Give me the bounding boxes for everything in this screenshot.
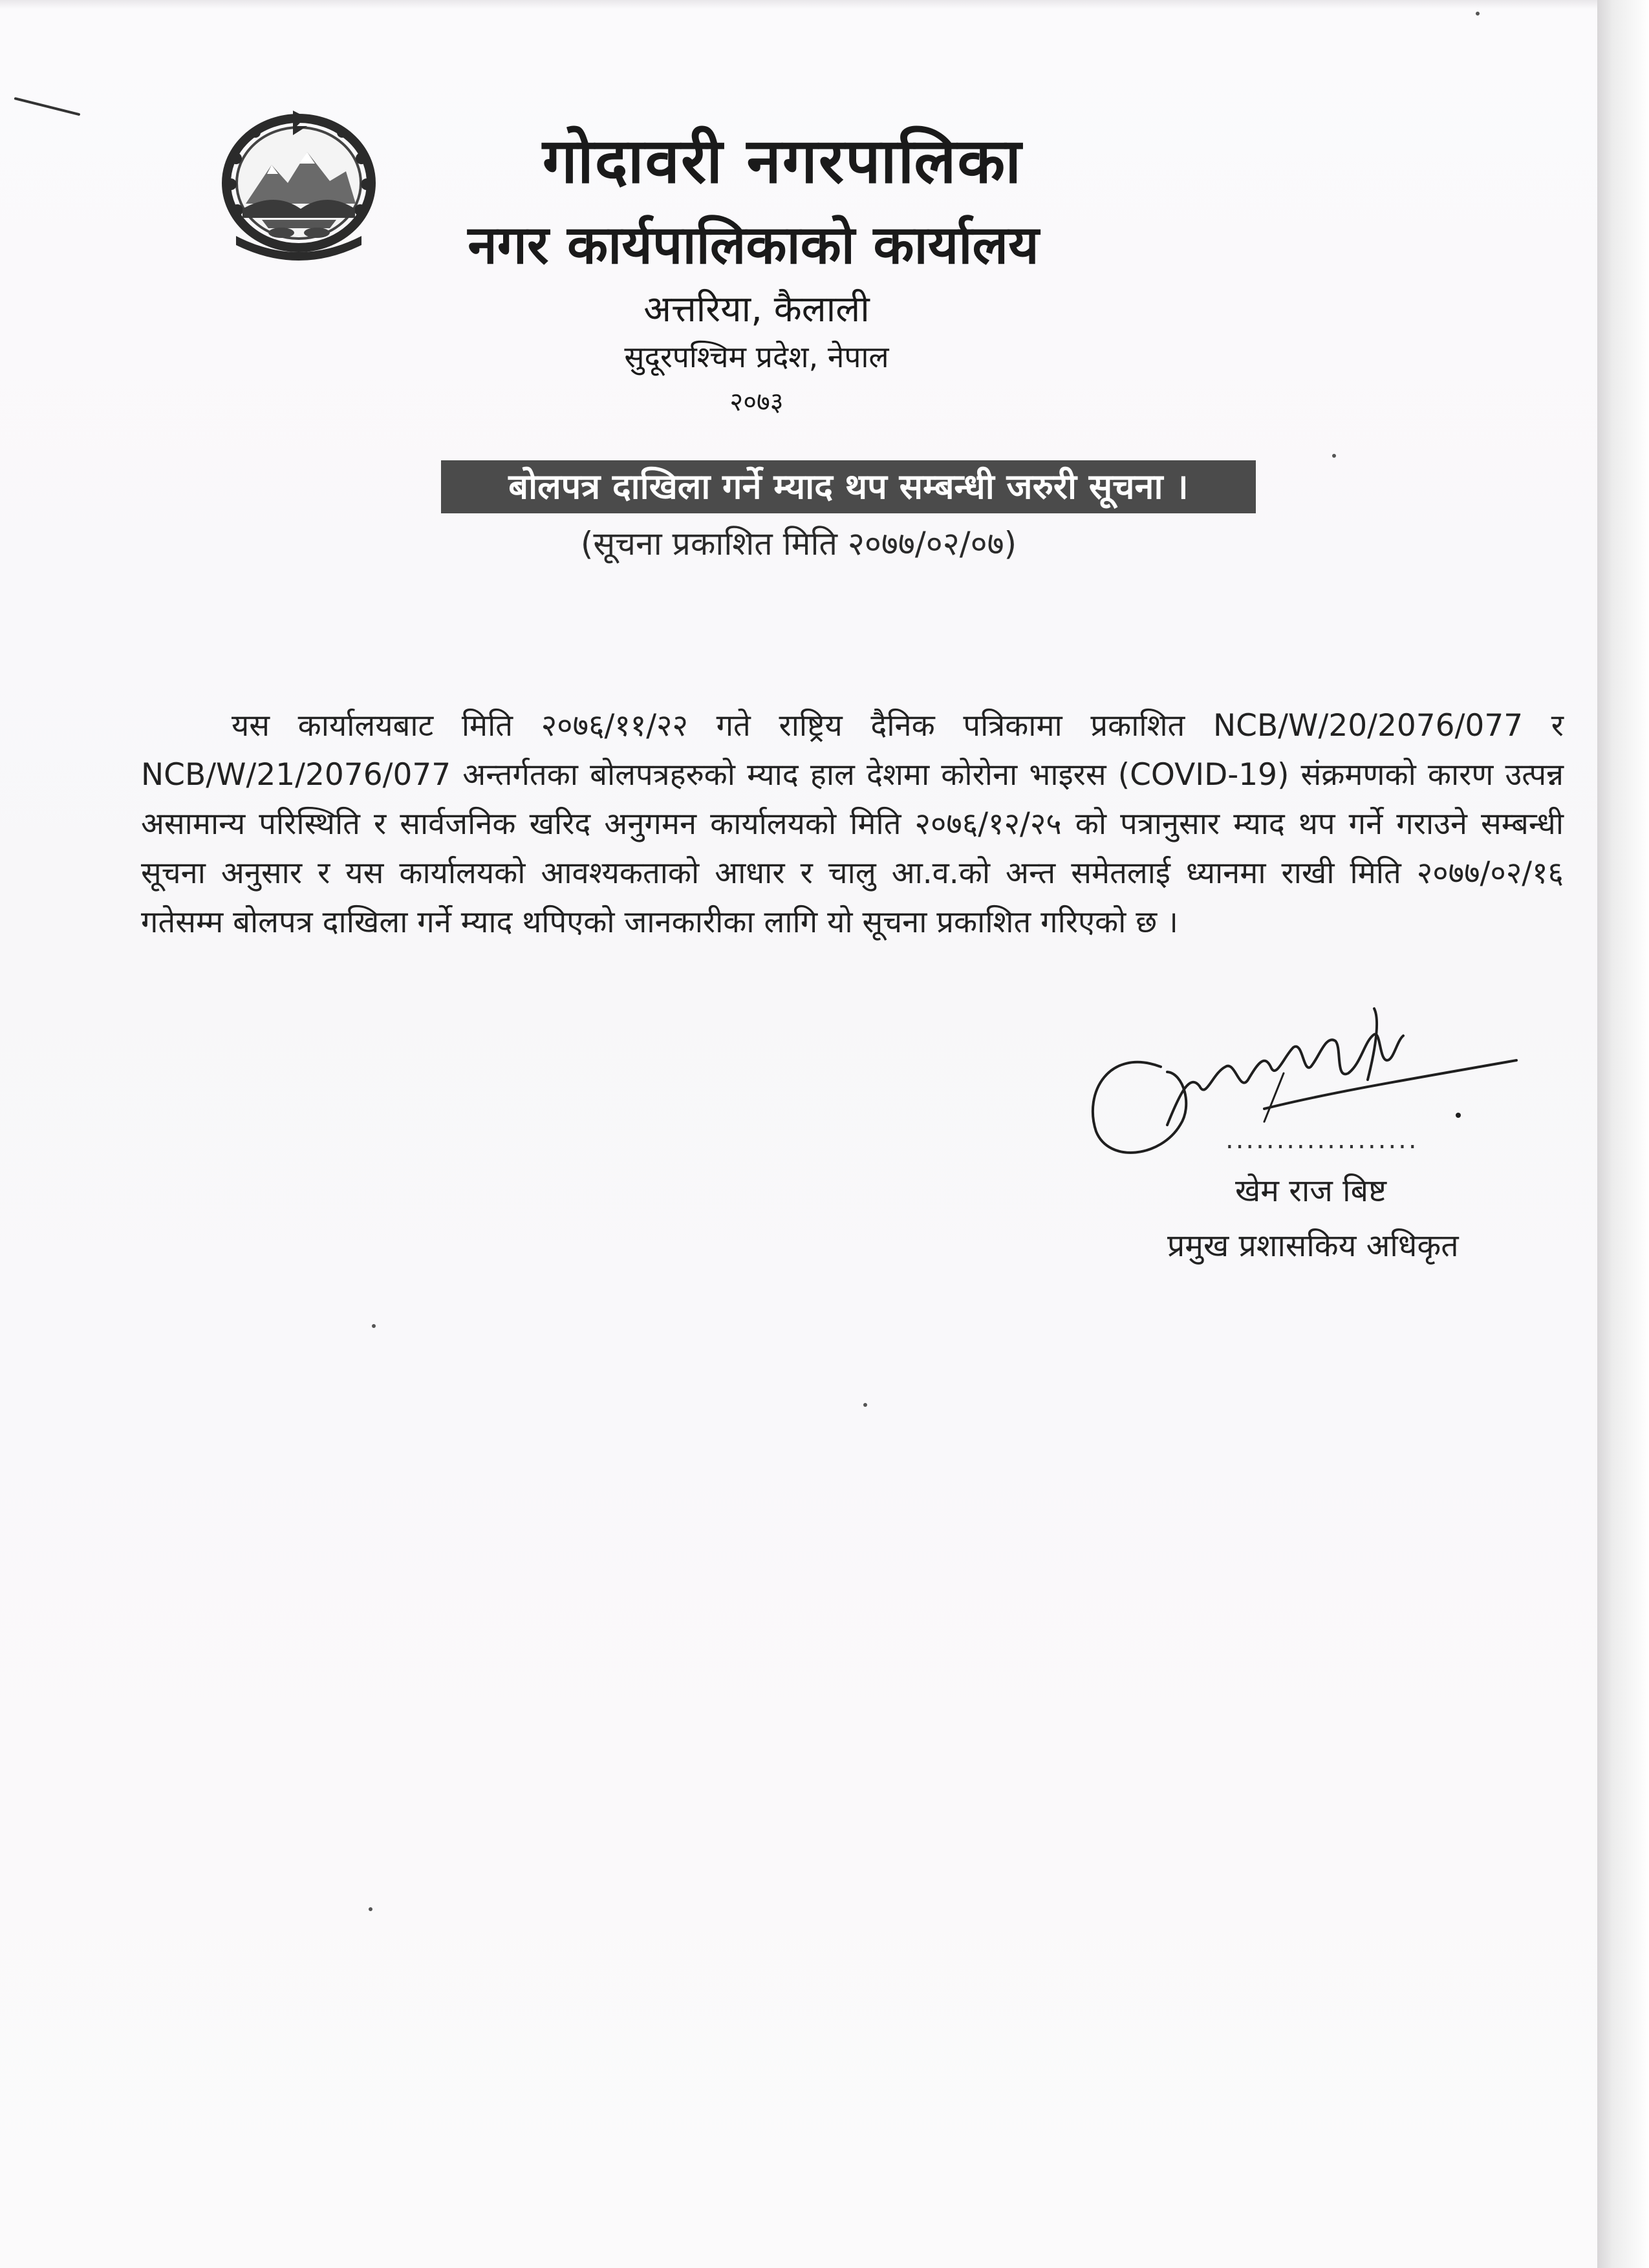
office-province: सुदूरपश्चिम प्रदेश, नेपाल [624,339,889,374]
scan-speck [863,1403,867,1407]
signature-dotted-line: ................... [1225,1125,1419,1155]
notice-title: बोलपत्र दाखिला गर्ने म्याद थप सम्बन्धी जरुरी सूचना । [508,466,1189,507]
notice-body-paragraph: यस कार्यालयबाट मिति २०७६/११/२२ गते राष्ट्रिय दैनिक पत्रिकामा प्रकाशित NCB/W/20/2076/077 र NCB/W/21/2076/077 अन्तर्गतका बोलपत्रहरुको म्याद हाल देशमा कोरोना भाइरस (COVID-19) संक्रमणको कारण उत्पन्न असामान्य परिस्थिति र सार्वजनिक खरिद अनुगमन कार्यालयको मिति २०७६/१२/२५ को पत्रानुसार म्याद थप गर्ने गराउने सम्बन्धी सूचना अनुसार र यस कार्यालयको आवश्यकताको आधार र चालु आ.व.को अन्त समेतलाई ध्यानमा राखी मिति २०७७/०२/१६ गतेसम्म बोलपत्र दाखिला गर्ने म्याद थपिएको जानकारीका लागि यो सूचना प्रकाशित गरिएको छ । [141,708,1564,940]
signatory-designation: प्रमुख प्रशासकिय अधिकृत [1167,1228,1459,1264]
municipality-name: गोदावरी नगरपालिका [542,125,1023,197]
signatory-name: खेम राज बिष्ट [1235,1173,1387,1209]
notice-published-date: (सूचना प्रकाशित मिति २०७७/०२/०७) [580,525,1017,562]
handwritten-signature [1070,996,1536,1190]
scan-speck [372,1324,376,1328]
scan-speck [1476,12,1480,16]
office-name: नगर कार्यपालिकाको कार्यालय [468,215,1039,276]
established-year: २०७३ [729,387,784,417]
scan-speck [369,1907,372,1911]
office-location: अत्तरिया, कैलाली [643,288,870,330]
scan-edge [1597,0,1649,2268]
scan-speck [1332,454,1336,458]
scan-top-edge [0,0,1597,9]
